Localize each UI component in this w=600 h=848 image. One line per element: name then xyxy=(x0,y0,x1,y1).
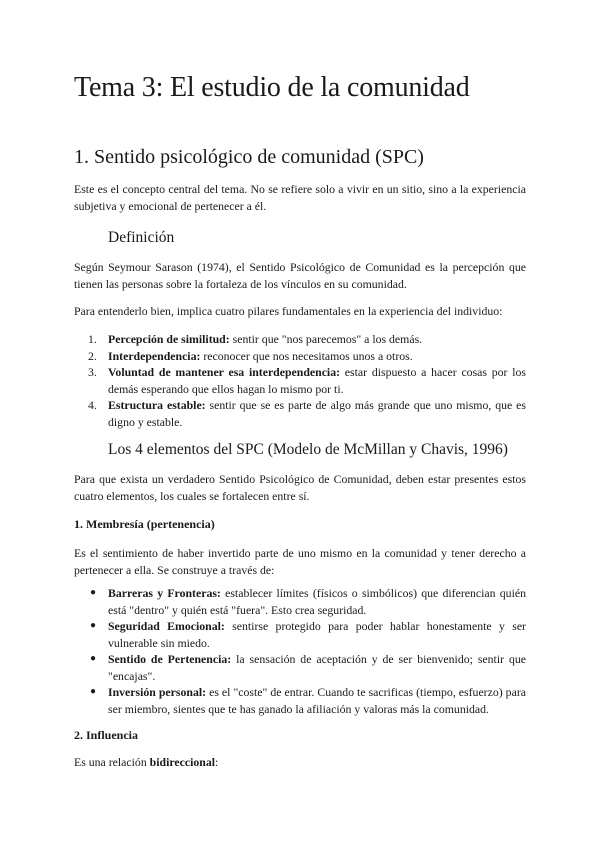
list-item xyxy=(74,585,526,618)
list-text: reconocer que nos necesitamos unos a otros. xyxy=(200,348,413,363)
list-term: Seguridad Emocional: xyxy=(108,619,225,633)
list-text: estar dispuesto a hacer cosas por los demás esperando que ellos hagan lo mismo por ti. xyxy=(108,365,527,396)
model-heading: Los 4 elementos del SPC (Modelo de McMillan y Chavis, 1996) xyxy=(108,441,508,458)
list-item xyxy=(74,348,526,365)
list-item xyxy=(74,397,526,430)
bullet-icon: ● xyxy=(90,686,97,697)
list-item xyxy=(74,331,526,348)
membership-heading: 1. Membresía (pertenencia) xyxy=(74,517,215,531)
list-text: establecer límites (físicos o simbólicos) que diferencian quién está "dentro" y quién está "fuera". Esto crea seguridad. xyxy=(108,586,526,617)
list-number: 4. xyxy=(88,398,97,412)
model-intro: Para que exista un verdadero Sentido Psicológico de Comunidad, deben estar presentes estos cuatro elementos, los cuales se fortalecen entre sí. xyxy=(74,472,526,503)
pillars-intro: Para entenderlo bien, implica cuatro pilares fundamentales en la experiencia del individuo: xyxy=(74,304,503,318)
influence-text-pre: Es una relación xyxy=(74,755,150,769)
list-item xyxy=(74,618,526,651)
list-term: Interdependencia: xyxy=(108,348,201,363)
influence-text-post: : xyxy=(215,755,219,769)
list-term: Voluntad de mantener esa interdependencia: xyxy=(108,365,341,379)
section-intro: Este es el concepto central del tema. No se refiere solo a vivir en un sitio, sino a la experiencia subjetiva y emocional de pertenecer a él. xyxy=(74,182,526,213)
list-number: 2. xyxy=(88,348,97,363)
list-item xyxy=(74,684,526,717)
list-term: Inversión personal: xyxy=(108,685,207,699)
influence-heading: 2. Influencia xyxy=(74,728,139,742)
list-text: la sensación de aceptación y de ser bienvenido; sentir que "encajas". xyxy=(108,652,526,683)
bullet-icon: ● xyxy=(90,587,97,598)
list-text: es el "coste" de entrar. Cuando te sacrificas (tiempo, esfuerzo) para ser miembro, sientes que te has ganado la afiliación y valoras más la comunidad. xyxy=(108,685,526,716)
list-term: Sentido de Pertenencia: xyxy=(108,652,232,666)
list-term: Barreras y Fronteras: xyxy=(108,586,221,600)
definition-text: Según Seymour Sarason (1974), el Sentido Psicológico de Comunidad es la percepción que tienen las personas sobre la fortaleza de los vínculos en su comunidad. xyxy=(74,260,526,291)
influence-text xyxy=(74,754,526,771)
list-item xyxy=(74,651,526,684)
list-term: Percepción de similitud: xyxy=(108,332,230,346)
influence-text-bold: bidireccional xyxy=(149,755,215,769)
list-item xyxy=(74,364,526,397)
bullet-icon: ● xyxy=(90,620,97,631)
list-text: sentir que se es parte de algo más grande que uno mismo, que es digno y estable. xyxy=(108,398,526,429)
membership-list xyxy=(74,585,526,717)
bullet-icon: ● xyxy=(90,653,97,664)
section-heading: 1. Sentido psicológico de comunidad (SPC) xyxy=(74,146,424,168)
list-text: sentir que "nos parecemos" a los demás. xyxy=(229,332,423,346)
definition-heading: Definición xyxy=(108,229,175,246)
list-term: Estructura estable: xyxy=(108,398,206,412)
list-number: 1. xyxy=(88,332,97,346)
page-title: Tema 3: El estudio de la comunidad xyxy=(74,72,470,103)
membership-text: Es el sentimiento de haber invertido parte de uno mismo en la comunidad y tener derecho a pertenecer a ella. Se construye a través de: xyxy=(74,546,526,577)
list-text: sentirse protegido para poder hablar honestamente y ser vulnerable sin miedo. xyxy=(108,619,526,650)
pillars-list xyxy=(74,331,526,430)
list-number: 3. xyxy=(88,365,97,379)
